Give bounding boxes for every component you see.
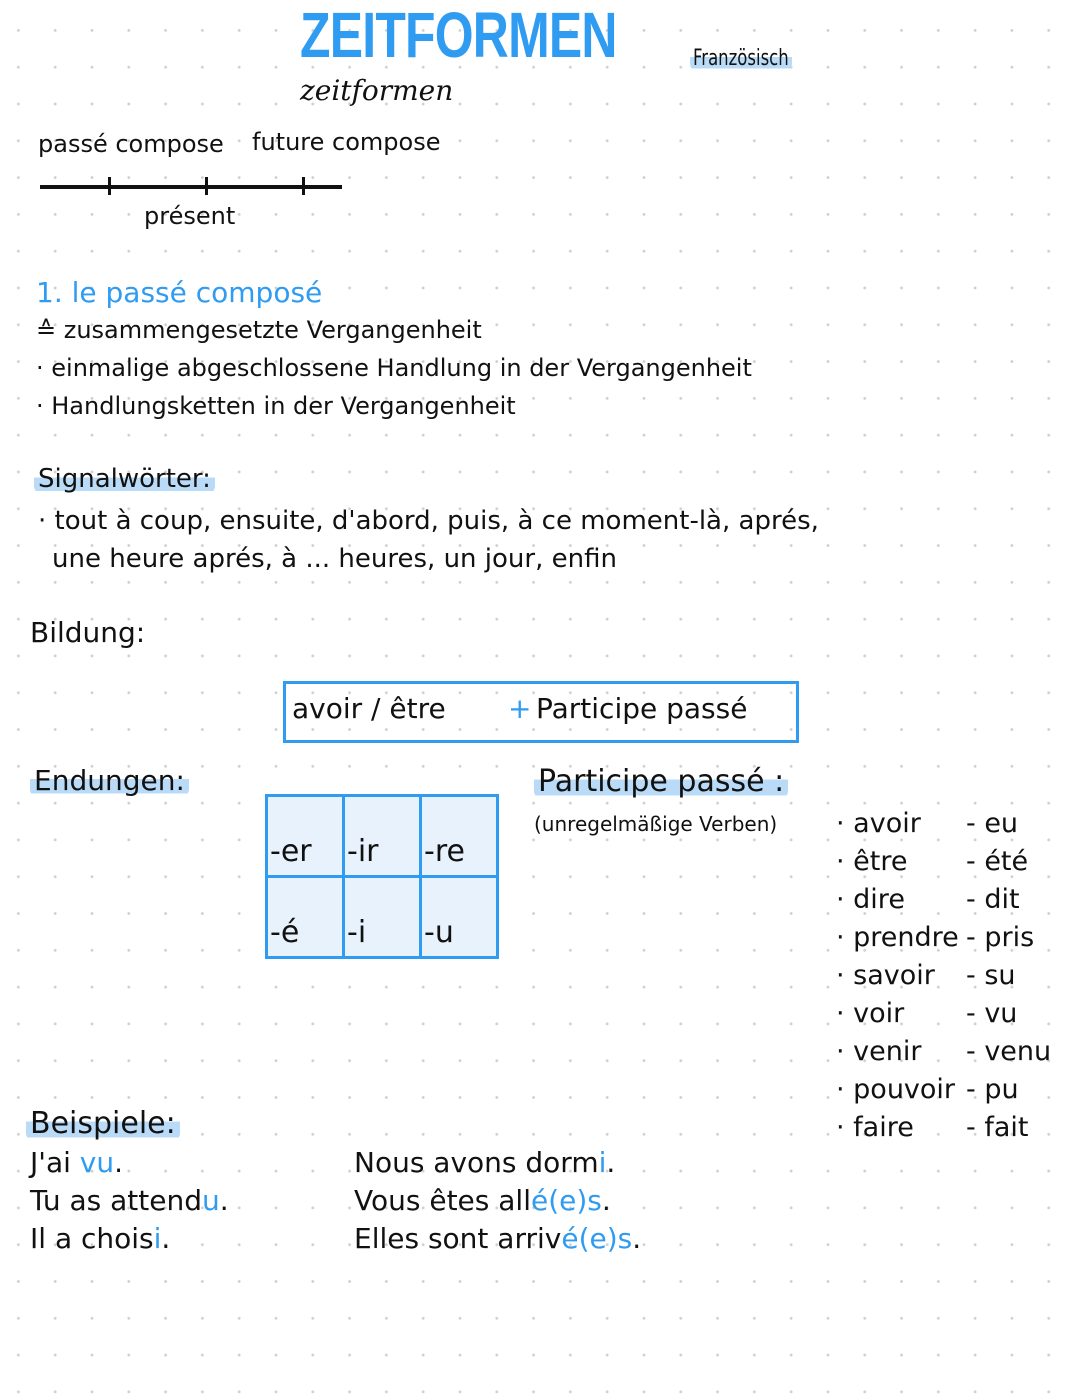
sentence-part: J'ai [30,1146,80,1179]
participle: - pu [966,1074,1019,1105]
timeline-past: passé compose [38,130,224,158]
timeline-present: présent [144,202,236,230]
timeline-future: future compose [252,128,441,156]
example-sentence [30,1222,170,1255]
definition-line: ≙ zusammengesetzte Vergangenheit [36,316,482,344]
ending-highlight: é(e)s [561,1222,633,1255]
sentence-part: Nous avons dorm [354,1146,599,1179]
example-sentence [30,1184,229,1217]
table-cell: -re [421,796,498,877]
participle: - dit [966,884,1020,915]
participe-label: Participe passé : [534,764,788,799]
subject-label: Französisch [690,46,792,71]
bullet-line: · einmalige abgeschlossene Handlung in der Vergangenheit [36,354,752,382]
verb: · pouvoir [836,1074,956,1105]
table-cell: -i [344,877,421,958]
participe-item [836,1036,1051,1067]
participle: - su [966,960,1016,991]
verb: · faire [836,1112,914,1143]
verb: · venir [836,1036,922,1067]
table-row [267,877,498,958]
endungen-label: Endungen: [30,764,189,797]
formula-box [283,681,799,743]
section-heading: 1. le passé composé [36,276,323,309]
sentence-part: Elles sont arriv [354,1222,562,1255]
example-sentence [354,1146,615,1179]
signal-line: · tout à coup, ensuite, d'abord, puis, à ce moment-là, aprés, [38,506,819,536]
verb: · être [836,846,908,877]
participe-item [836,1112,1028,1143]
timeline-tick [108,177,111,195]
participle: - pris [966,922,1035,953]
sentence-part: . [606,1146,616,1179]
signal-line: une heure aprés, à ... heures, un jour, enfin [52,544,617,574]
beispiele-label: Beispiele: [26,1106,180,1141]
ending-highlight: é(e)s [530,1184,602,1217]
signal-label: Signalwörter: [34,464,215,494]
sentence-part: . [601,1184,611,1217]
verb: · avoir [836,808,921,839]
ending-highlight: u [202,1184,220,1217]
participe-item [836,846,1028,877]
sentence-part: Il a chois [30,1222,154,1255]
participle: - été [966,846,1029,877]
ending-highlight: i [598,1146,607,1179]
ending-highlight: vu [79,1146,115,1179]
timeline-tick [205,177,208,195]
ending-highlight: i [153,1222,162,1255]
verb: · dire [836,884,905,915]
participe-item [836,808,1018,839]
verb: · prendre [836,922,959,953]
table-cell: -é [267,877,344,958]
participle: - venu [966,1036,1052,1067]
bullet-line: · Handlungsketten in der Vergangenheit [36,392,516,420]
sentence-part: . [114,1146,124,1179]
bildung-label: Bildung: [30,616,146,649]
sentence-part: Tu as attend [30,1184,203,1217]
participe-item [836,922,1034,953]
formula-left: avoir / être [292,692,446,725]
participe-item [836,960,1016,991]
participle: - fait [966,1112,1029,1143]
table-cell: -u [421,877,498,958]
example-sentence [354,1184,611,1217]
table-row [267,796,498,877]
table-cell: -er [267,796,344,877]
sentence-part: . [632,1222,642,1255]
participe-item [836,998,1017,1029]
plus-sign: + [508,692,532,725]
participe-note: (unregelmäßige Verben) [534,812,778,836]
script-title: zeitformen [300,74,454,107]
participe-item [836,884,1020,915]
sentence-part: . [219,1184,229,1217]
timeline-tick [302,177,305,195]
timeline-line [40,185,342,189]
formula-right: Participe passé [536,692,748,725]
endings-table [265,794,499,959]
table-cell: -ir [344,796,421,877]
example-sentence [354,1222,641,1255]
participle: - vu [966,998,1018,1029]
verb: · voir [836,998,905,1029]
sentence-part: . [161,1222,171,1255]
example-sentence [30,1146,123,1179]
sentence-part: Vous êtes all [354,1184,531,1217]
participle: - eu [966,808,1019,839]
page-title: ZEITFORMEN [300,0,617,71]
participe-item [836,1074,1019,1105]
verb: · savoir [836,960,935,991]
